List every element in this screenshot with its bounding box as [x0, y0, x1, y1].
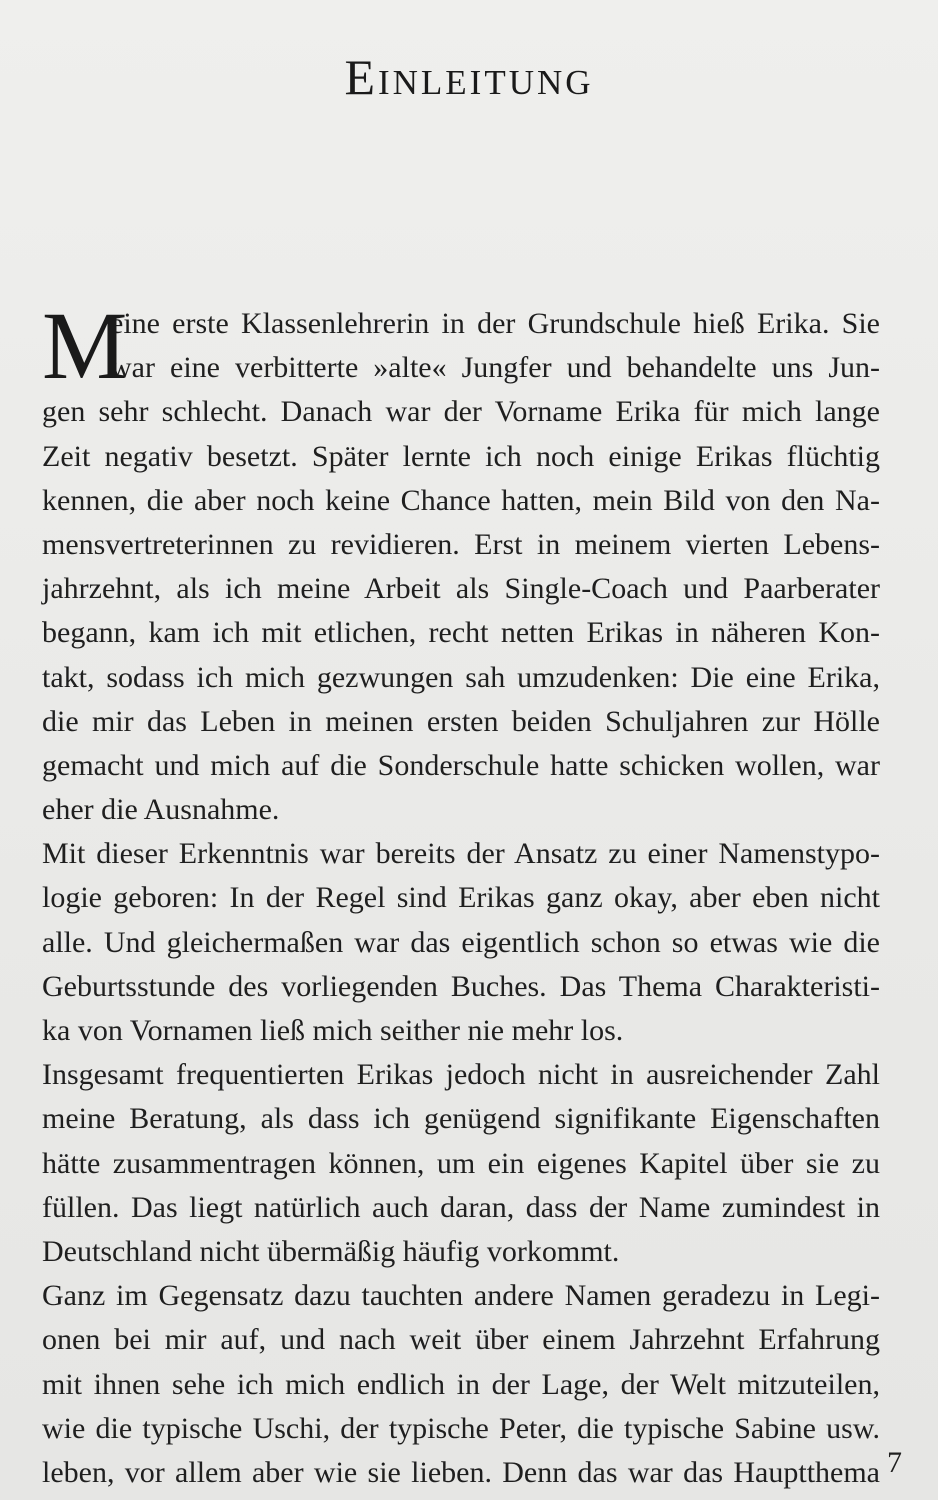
text-line: die mir das Leben in meinen ersten beiden Schuljahren zur Hölle	[42, 704, 880, 738]
chapter-title: Einleitung	[344, 49, 594, 105]
text-line: mit ihnen sehe ich mich endlich in der Lage, der Welt mitzuteilen,	[42, 1367, 880, 1401]
text-line: kennen, die aber noch keine Chance hatten, mein Bild von den Na-	[42, 483, 880, 517]
text-line: wie die typische Uschi, der typische Peter, die typische Sabine usw.	[42, 1411, 880, 1445]
drop-cap: M	[42, 292, 128, 399]
text-line: hätte zusammentragen können, um ein eigenes Kapitel über sie zu	[42, 1146, 880, 1180]
text-line: alle. Und gleichermaßen war das eigentlich schon so etwas wie die	[42, 925, 880, 959]
text-line: mensvertreterinnen zu revidieren. Erst in meinem vierten Lebens-	[42, 527, 880, 561]
text-line: war eine verbitterte »alte« Jungfer und behandelte uns Jun-	[110, 351, 880, 385]
text-line: Insgesamt frequentierten Erikas jedoch nicht in ausreichender Zahl	[42, 1058, 880, 1092]
text-line: Ganz im Gegensatz dazu tauchten andere Namen geradezu in Legi-	[42, 1279, 880, 1313]
text-line: Deutschland nicht übermäßig häufig vorkommt.	[42, 1234, 620, 1268]
body-text	[42, 292, 880, 1495]
text-line: onen bei mir auf, und nach weit über einem Jahrzehnt Erfahrung	[42, 1323, 880, 1357]
text-line: füllen. Das liegt natürlich auch daran, dass der Name zumindest in	[42, 1190, 880, 1224]
text-line: Mit dieser Erkenntnis war bereits der Ansatz zu einer Namenstypo-	[42, 837, 880, 871]
text-line: gemacht und mich auf die Sonderschule hatte schicken wollen, war	[42, 748, 880, 782]
text-line: meine Beratung, als dass ich genügend signifikante Eigenschaften	[42, 1102, 880, 1136]
text-line: leben, vor allem aber wie sie lieben. Denn das war das Hauptthema	[42, 1455, 880, 1489]
text-line: ka von Vornamen ließ mich seither nie mehr los.	[42, 1014, 624, 1047]
text-line: logie geboren: In der Regel sind Erikas ganz okay, aber eben nicht	[42, 881, 880, 915]
text-line: Zeit negativ besetzt. Später lernte ich noch einige Erikas flüchtig	[42, 439, 880, 473]
text-line: takt, sodass ich mich gezwungen sah umzudenken: Die eine Erika,	[42, 660, 880, 694]
text-line: Geburtsstunde des vorliegenden Buches. Das Thema Charakteristi-	[42, 969, 880, 1003]
text-line: begann, kam ich mit etlichen, recht netten Erikas in näheren Kon-	[42, 616, 880, 650]
text-line: gen sehr schlecht. Danach war der Vorname Erika für mich lange	[42, 395, 880, 429]
text-line: eher die Ausnahme.	[42, 793, 280, 827]
text-line: eine erste Klassenlehrerin in der Grundschule hieß Erika. Sie	[110, 307, 880, 340]
text-line: jahrzehnt, als ich meine Arbeit als Single-Coach und Paarberater	[42, 572, 880, 606]
page-number: 7	[887, 1446, 902, 1479]
